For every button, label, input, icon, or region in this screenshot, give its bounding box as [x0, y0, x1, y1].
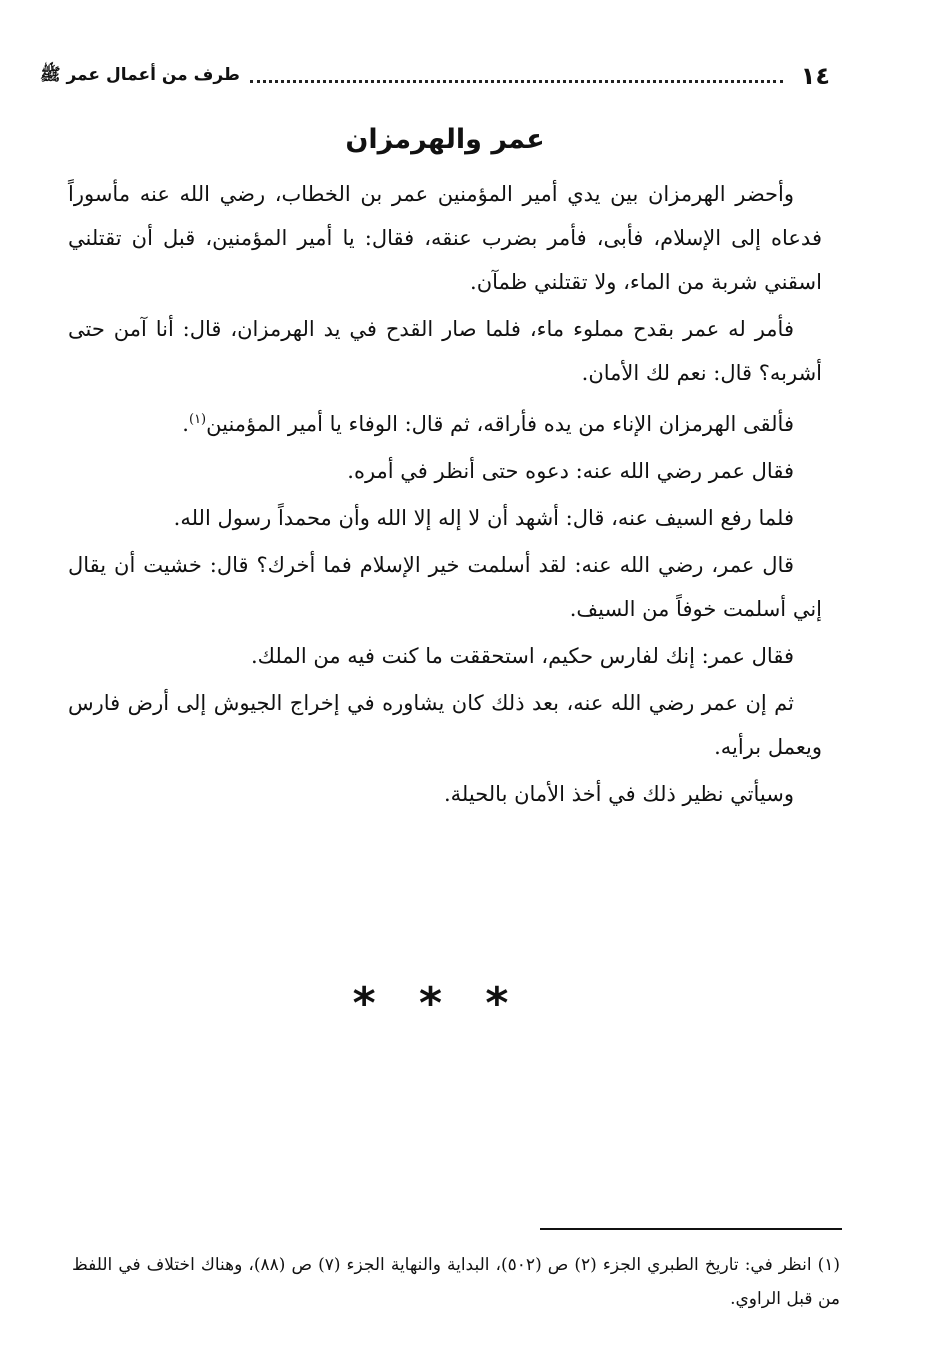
- paragraph: فقال عمر رضي الله عنه: دعوه حتى أنظر في أمره.: [347, 459, 794, 483]
- footnote-text: (١) انظر في: تاريخ الطبري الجزء (٢) ص (٥٠٢)، البداية والنهاية الجزء (٧) ص (٨٨)، وهناك اختلاف في اللفظ من قبل الراوي.: [72, 1255, 841, 1309]
- header-dotted-leader: [250, 80, 783, 83]
- paragraph: فأمر له عمر بقدح مملوء ماء، فلما صار القدح في يد الهرمزان، قال: أنا آمن حتى أشربه؟ قال: نعم لك الأمان.: [68, 317, 822, 385]
- page-number: ١٤: [800, 62, 830, 90]
- paragraph-text: فألقى الهرمزان الإناء من يده فأراقه، ثم قال: الوفاء يا أمير المؤمنين: [206, 412, 794, 436]
- running-header: [40, 58, 830, 94]
- paragraph-end: .: [182, 412, 189, 436]
- running-book-title: طرف من أعمال عمر ﷺ: [40, 64, 240, 85]
- body-text: [68, 172, 822, 819]
- footnote-reference: (١): [188, 412, 207, 427]
- paragraph: قال عمر، رضي الله عنه: لقد أسلمت خير الإسلام فما أخرك؟ قال: خشيت أن يقال إني أسلمت خوفاً من السيف.: [68, 553, 822, 621]
- footnote: [72, 1248, 840, 1316]
- paragraph: [68, 398, 822, 446]
- section-title: عمر والهرمزان: [345, 124, 545, 155]
- section-separator: * * *: [352, 978, 523, 1029]
- paragraph: وسيأتي نظير ذلك في أخذ الأمان بالحيلة.: [444, 782, 794, 806]
- footnote-divider: [540, 1228, 842, 1230]
- paragraph: فقال عمر: إنك لفارس حكيم، استحققت ما كنت فيه من الملك.: [250, 644, 794, 668]
- paragraph: فلما رفع السيف عنه، قال: أشهد أن لا إله إلا الله وأن محمداً رسول الله.: [173, 506, 794, 530]
- paragraph: وأحضر الهرمزان بين يدي أمير المؤمنين عمر بن الخطاب، رضي الله عنه مأسوراً فدعاه إلى الإسلام، فأبى، فأمر بضرب عنقه، فقال: يا أمير المؤمنين، قبل أن تقتلني اسقني شربة من الماء، ولا تقتلني ظمآن.: [68, 182, 822, 294]
- paragraph: ثم إن عمر رضي الله عنه، بعد ذلك كان يشاوره في إخراج الجيوش إلى أرض فارس ويعمل برأيه.: [68, 691, 822, 759]
